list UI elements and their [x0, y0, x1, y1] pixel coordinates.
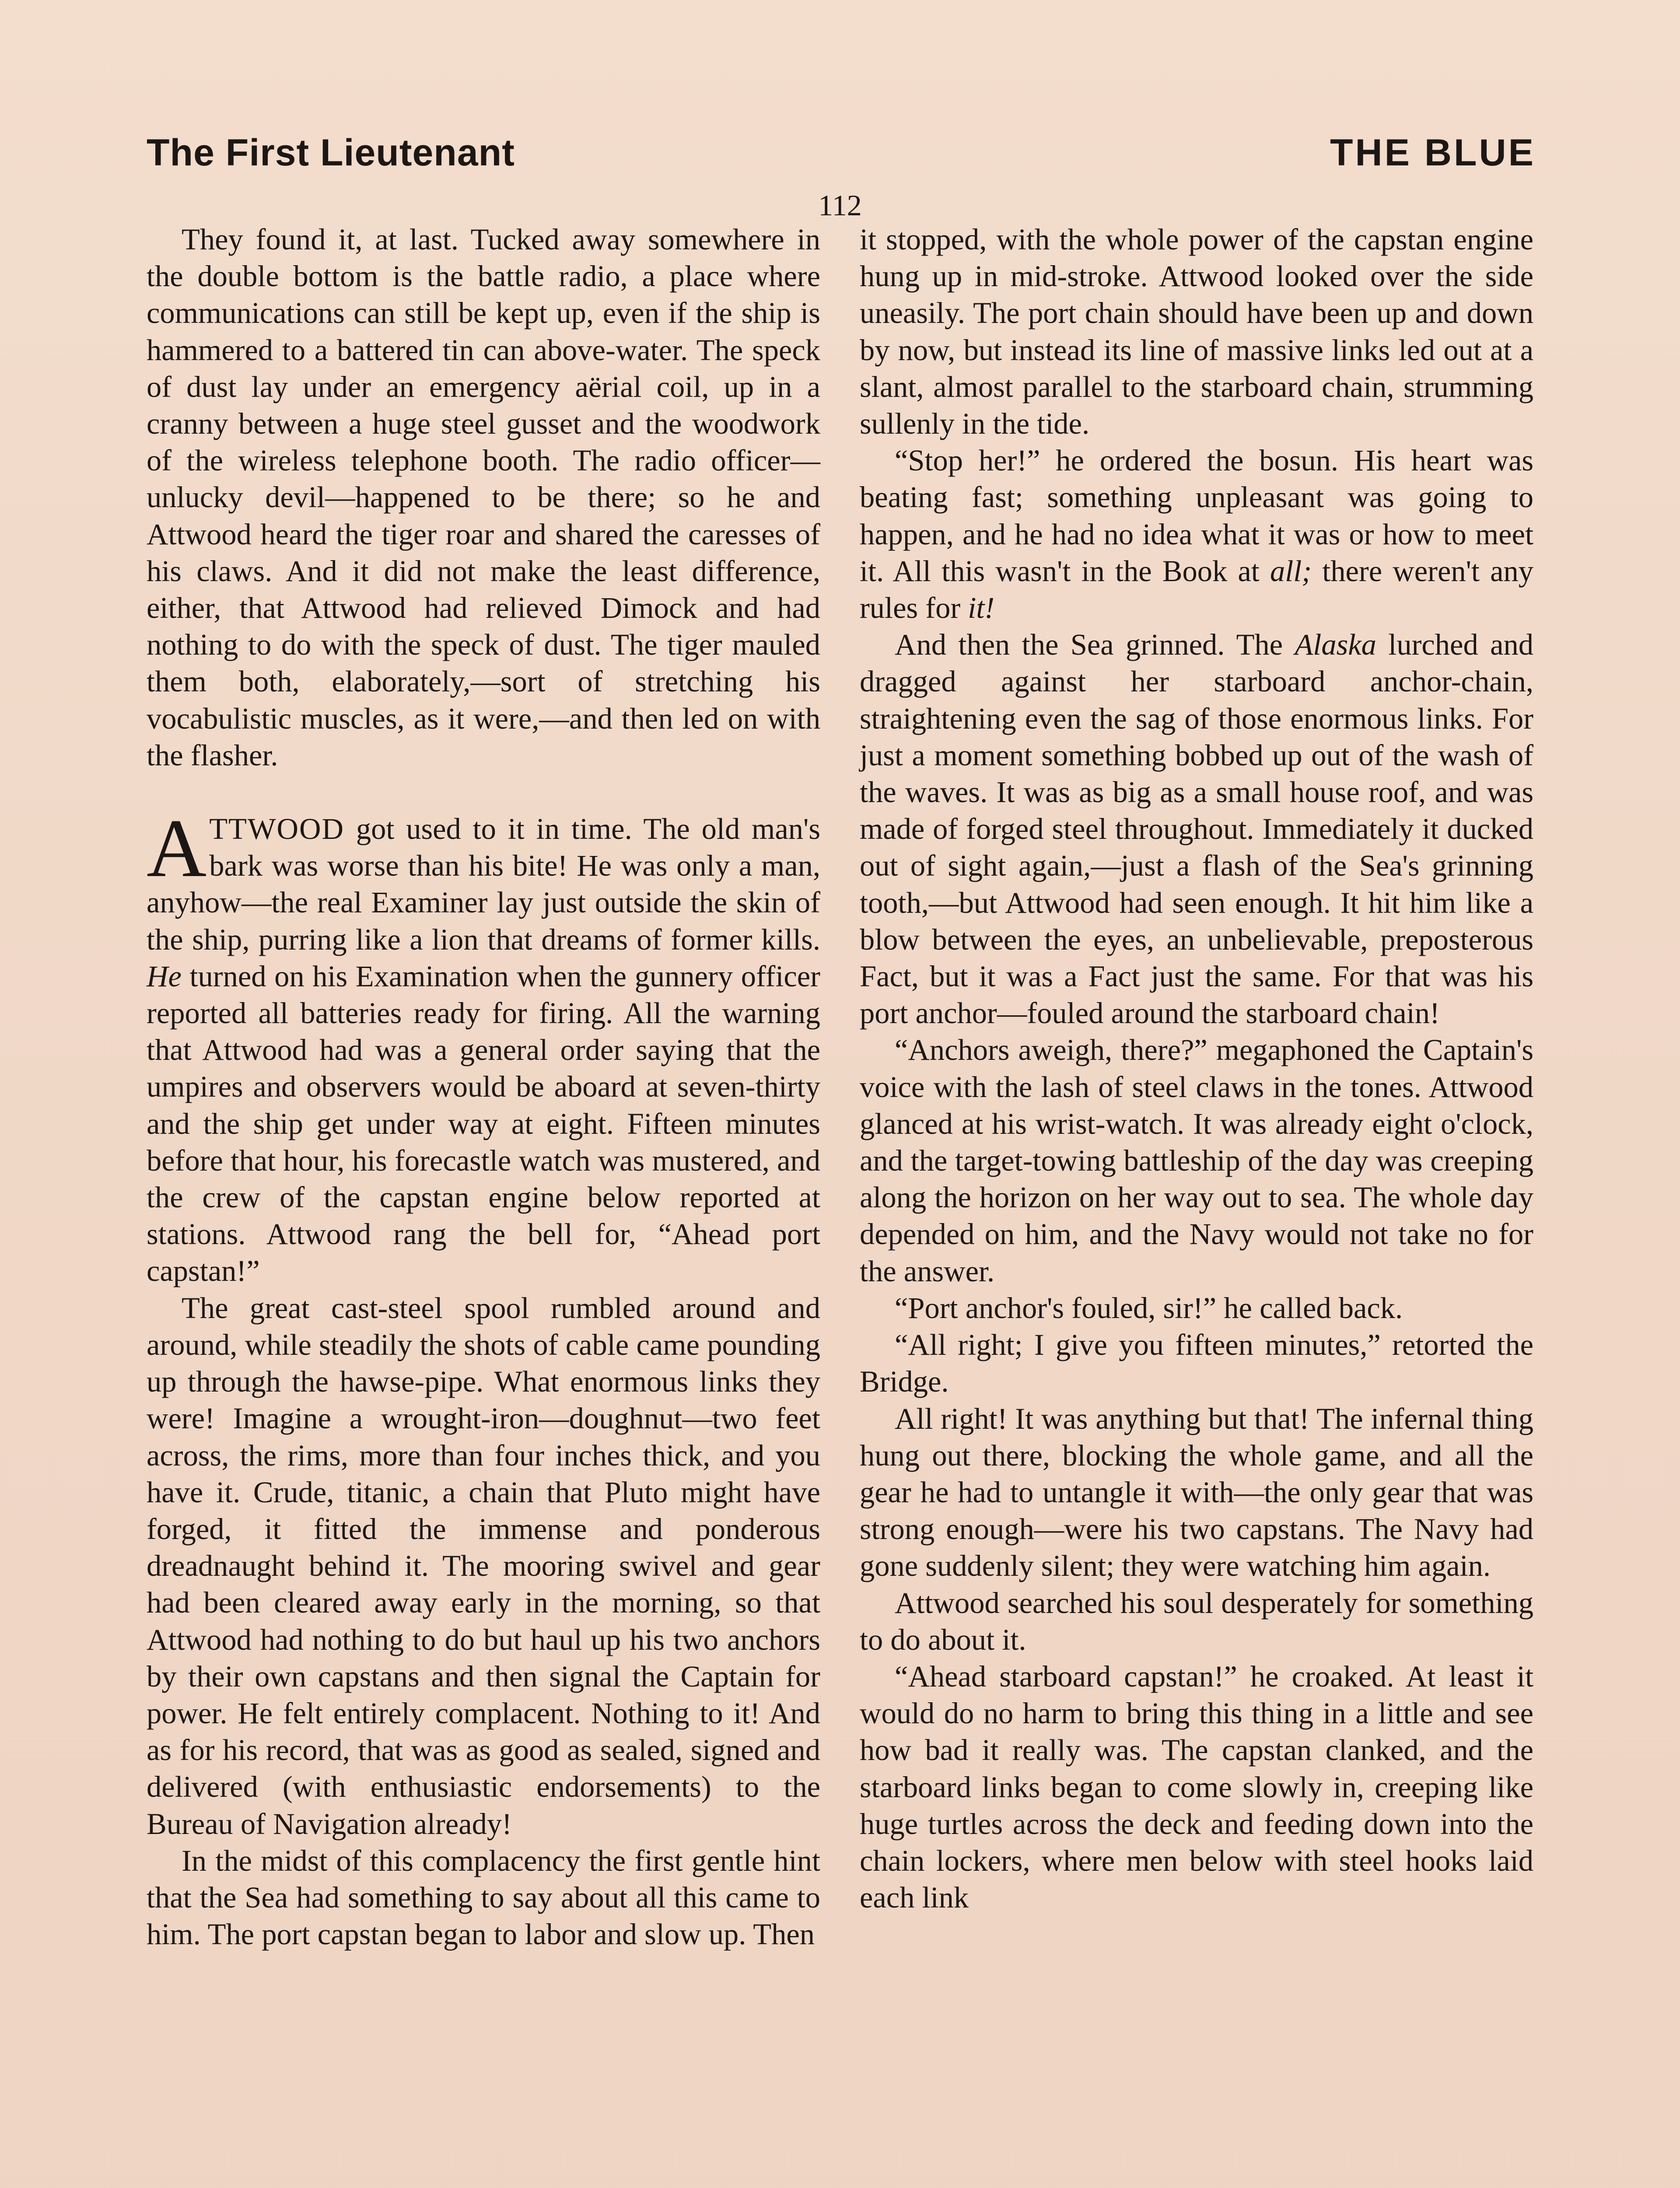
right-column — [860, 221, 1533, 1916]
paragraph: it stopped, with the whole power of the capstan engine hung up in mid-stroke. Attwood looked over the side uneasily. The port chain should have been up and down by now, but instead its line of massive links led out at a slant, almost parallel to the starboard chain, strumming sullenly in the tide. — [860, 223, 1533, 441]
text-run: got used to it in time. The old man's bark was worse than his bite! He was only a man, anyhow—the real Examiner lay just outside the skin of the ship, purring like a lion that dreams of former kills. — [147, 812, 820, 956]
paragraph-dropcap — [147, 803, 820, 1290]
text-run: turned on his Examination when the gunnery officer reported all batteries ready for firing. All the warning that Attwood had was a general order saying that the umpires and observers would be aboard at seven-thirty and the ship get under way at eight. Fifteen minutes before that hour, his forecastle watch was mustered, and the crew of the capstan engine below reported at stations. Attwood rang the bell for, “Ahead port capstan!” — [147, 959, 820, 1288]
paragraph: All right! It was anything but that! The infernal thing hung out there, blocking the whole game, and all the gear he had to untangle it with—the only gear that was strong enough—were his two capstans. The Navy had gone suddenly silent; they were watching him again. — [860, 1402, 1533, 1583]
story-title: The First Lieutenant — [147, 132, 515, 174]
paragraph: “Ahead starboard capstan!” he croaked. At least it would do no harm to bring this thing in a little and see how bad it really was. The capstan clanked, and the starboard links began to come slowly in, creeping like huge turtles across the deck and feeding down into the chain lockers, where men below with steel hooks laid each link — [860, 1659, 1533, 1914]
text-run: “Stop her!” he ordered the bosun. His heart was beating fast; something unpleasant was going to happen, and he had no idea what it was or how to meet it. All this wasn't in the Book at — [860, 444, 1533, 588]
text-run: lurched and dragged against her starboard anchor-chain, straightening even the sag of those enormous links. For just a moment something bobbed up out of the wash of the waves. It was as big as a small house roof, and was made of forged steel throughout. Immediately it ducked out of sight again,—just a flash of the Sea's grinning tooth,—but Attwood had seen enough. It hit him like a blow between the eyes, an unbelievable, preposterous Fact, but it was a Fact just the same. For that was his port anchor—fouled around the starboard chain! — [860, 628, 1533, 1030]
paragraph: They found it, at last. Tucked away somewhere in the double bottom is the battle radio, a place where communications can still be kept up, even if the ship is hammered to a battered tin can above-water. The speck of dust lay under an emergency aërial coil, up in a cranny between a huge steel gusset and the woodwork of the wireless telephone booth. The radio officer—unlucky devil—happened to be there; so he and Attwood heard the tiger roar and shared the caresses of his claws. And it did not make the least difference, either, that Attwood had relieved Dimock and had nothing to do with the speck of dust. The tiger mauled them both, elaborately,—sort of stretching his vocabulistic muscles, as it were,—and then led on with the flasher. — [147, 223, 820, 772]
paragraph: The great cast-steel spool rumbled around and around, while steadily the shots of cable came pounding up through the hawse-pipe. What enormous links they were! Imagine a wrought-iron—doughnut—two feet across, the rims, more than four inches thick, and you have it. Crude, titanic, a chain that Pluto might have forged, it fitted the immense and ponderous dreadnaught behind it. The mooring swivel and gear had been cleared away early in the morning, so that Attwood had nothing to do but haul up his two anchors by their own capstans and then signal the Captain for power. He felt entirely complacent. Nothing to it! And as for his record, that was as good as sealed, signed and delivered (with enthusiastic endorsements) to the Bureau of Navigation already! — [147, 1291, 820, 1841]
paragraph: In the midst of this complacency the first gentle hint that the Sea had something to say about all this came to him. The port capstan began to labor and slow up. Then — [147, 1844, 820, 1951]
text-run: there weren't any rules for — [860, 554, 1534, 625]
italic-text: He — [147, 959, 182, 993]
left-column — [147, 221, 820, 1953]
paragraph: Attwood searched his soul desperately for something to do about it. — [860, 1586, 1533, 1656]
ship-name: Alaska — [1295, 628, 1376, 662]
paragraph: “All right; I give you fifteen minutes,” retorted the Bridge. — [860, 1328, 1533, 1399]
magazine-title: THE BLUE — [1330, 132, 1536, 174]
paragraph: “Anchors aweigh, there?” megaphoned the Captain's voice with the lash of steel claws in the tones. Attwood glanced at his wrist-watch. It was already eight o'clock, and the target-towing battleship of the day was creeping along the horizon on her way out to sea. The whole day depended on him, and the Navy would not take no for the answer. — [860, 1033, 1533, 1288]
text-run: And then the Sea grinned. The — [895, 628, 1295, 662]
italic-text: all; — [1270, 554, 1312, 588]
paragraph — [860, 626, 1533, 1031]
running-header — [147, 131, 1536, 184]
italic-text: it! — [968, 591, 995, 625]
paragraph: “Port anchor's fouled, sir!” he called back. — [895, 1291, 1403, 1325]
drop-cap: A — [147, 803, 207, 895]
small-caps-lead: TTWOOD — [209, 812, 344, 846]
page-number: 112 — [818, 189, 862, 222]
paragraph — [860, 442, 1533, 626]
